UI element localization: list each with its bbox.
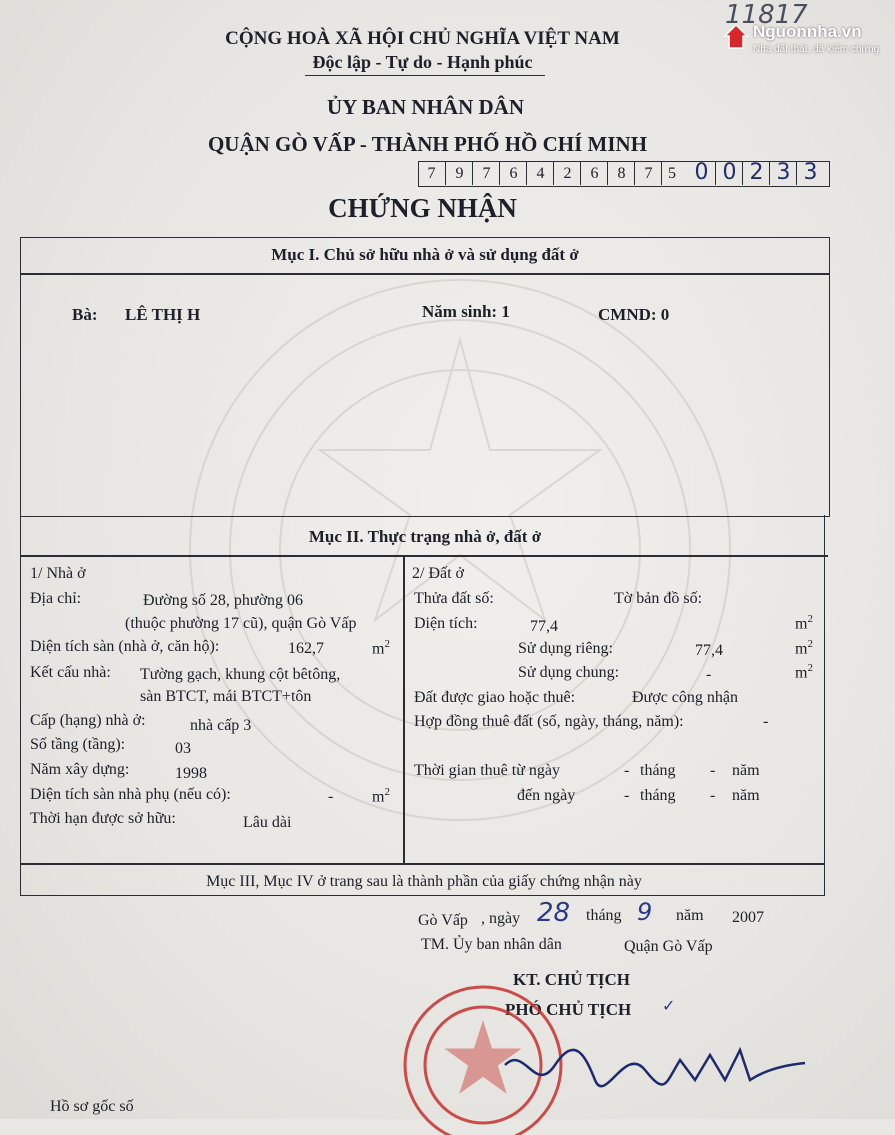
sign-year-label: năm [676, 907, 704, 924]
land-private-unit: $m^2$ [795, 638, 813, 658]
house-term-label: Thời hạn được sở hữu: [30, 810, 176, 827]
serial-digit-handwritten: 3 [796, 161, 824, 185]
house-year-label: Năm xây dựng: [30, 761, 130, 778]
house-floors-value: 03 [175, 740, 191, 757]
watermark-site-name: Nguonnha.vn [753, 22, 862, 41]
serial-digit: 7 [472, 161, 500, 185]
section2-bottom-divider [20, 863, 825, 865]
sign-on-behalf: TM. Ủy ban nhân dân [421, 936, 562, 953]
watermark-tagline: Nhà đất thật, đã kiểm chứng [753, 44, 880, 55]
land-private-value: 77,4 [695, 642, 723, 659]
land-shared-unit: $m^2$ [795, 662, 813, 682]
sign-year-value: 2007 [732, 909, 764, 926]
serial-digit: 7 [634, 161, 662, 185]
land-lease-to-label: đến ngày [517, 787, 576, 804]
house-address-line1: Đường số 28, phường 06 [143, 592, 304, 609]
section1-divider [20, 273, 830, 275]
land-allocation-value: Được công nhận [632, 689, 738, 706]
sign-title-vice-chairman: PHÓ CHỦ TỊCH [505, 1000, 632, 1019]
footer-note: Mục III, Mục IV ở trang sau là thành phần của giấy chứng nhận này [206, 873, 642, 890]
house-floors-label: Số tầng (tầng): [30, 736, 126, 753]
owner-birth-year: Năm sinh: 1 [422, 302, 510, 321]
house-aux-area-unit: $m^2$ [372, 786, 390, 806]
initial-mark: ✓ [662, 996, 676, 1015]
house-grade-value: nhà cấp 3 [190, 717, 252, 734]
country-name: CỘNG HOÀ XÃ HỘI CHỦ NGHĨA VIỆT NAM [225, 28, 620, 49]
original-file-number-label: Hồ sơ gốc số [50, 1098, 134, 1115]
section1-box [20, 237, 830, 517]
land-lease-from-day: - [624, 762, 630, 779]
house-title: 1/ Nhà ở [30, 565, 86, 582]
serial-digit: 5 [661, 161, 688, 185]
land-lease-from-month-label: tháng [640, 762, 676, 779]
land-map-label: Tờ bản đồ số: [614, 590, 703, 607]
owner-id-number: CMND: 0 [598, 305, 670, 324]
land-lease-to-month: - [710, 787, 716, 804]
house-year-value: 1998 [175, 765, 207, 782]
sign-month-value: 9 [637, 898, 653, 926]
house-structure-line1: Tường gạch, khung cột bêtông, [140, 666, 341, 683]
certificate-title: CHỨNG NHẬN [328, 193, 517, 223]
sign-place: Gò Vấp [418, 912, 468, 929]
sign-day-value: 28 [537, 898, 571, 928]
house-address-line2: (thuộc phường 17 cũ), quận Gò Vấp [125, 615, 357, 632]
serial-digit: 6 [499, 161, 527, 185]
owner-name: LÊ THỊ H [125, 305, 201, 324]
motto-underline [305, 75, 545, 76]
land-title: 2/ Đất ở [412, 565, 465, 582]
house-grade-label: Cấp (hạng) nhà ở: [30, 712, 146, 729]
handwritten-signature [495, 1025, 815, 1105]
section1-heading: Mục I. Chủ sở hữu nhà ở và sử dụng đất ở [271, 245, 579, 264]
house-floor-area-unit: $m^2$ [372, 638, 390, 658]
house-aux-area-label: Diện tích sàn nhà phụ (nếu có): [30, 786, 231, 803]
serial-digit: 9 [445, 161, 473, 185]
land-area-value: 77,4 [530, 618, 558, 635]
land-lease-value: - [763, 713, 769, 730]
land-plot-label: Thửa đất số: [414, 590, 494, 607]
house-structure-label: Kết cấu nhà: [30, 664, 111, 681]
sign-on-behalf-district: Quận Gò Vấp [624, 938, 713, 955]
house-address-label: Địa chỉ: [30, 590, 82, 607]
land-lease-to-day: - [624, 787, 630, 804]
serial-digit: 8 [607, 161, 635, 185]
serial-digit: 6 [580, 161, 608, 185]
section2-column-divider [403, 555, 405, 863]
sign-month-label: tháng [586, 907, 622, 924]
serial-digit-handwritten: 2 [742, 161, 770, 185]
house-term-value: Lâu dài [243, 814, 292, 831]
land-area-label: Diện tích: [414, 615, 478, 632]
land-lease-from-label: Thời gian thuê từ ngày [414, 762, 560, 779]
sign-day-label: , ngày [481, 910, 521, 927]
house-floor-area-label: Diện tích sàn (nhà ở, căn hộ): [30, 638, 220, 655]
sign-title-chairman: KT. CHỦ TỊCH [513, 970, 630, 989]
serial-digit-handwritten: 0 [694, 160, 709, 185]
section2-divider [20, 555, 828, 557]
land-lease-from-month: - [710, 762, 716, 779]
land-shared-label: Sử dụng chung: [518, 664, 620, 681]
land-lease-to-year-label: năm [732, 787, 760, 804]
land-area-unit: $m^2$ [795, 613, 813, 633]
serial-digit: 4 [526, 161, 554, 185]
land-private-label: Sử dụng riêng: [518, 640, 613, 657]
land-shared-value: - [706, 666, 712, 683]
house-aux-area-value: - [328, 788, 334, 805]
serial-digit: 2 [553, 161, 581, 185]
serial-digit: 7 [427, 165, 436, 182]
house-structure-line2: sàn BTCT, mái BTCT+tôn [140, 688, 312, 705]
serial-digit-handwritten: 3 [769, 161, 797, 185]
issuing-district: QUẬN GÒ VẤP - THÀNH PHỐ HỒ CHÍ MINH [207, 132, 648, 156]
land-lease-to-month-label: tháng [640, 787, 676, 804]
national-motto: Độc lập - Tự do - Hạnh phúc [312, 52, 533, 72]
land-lease-label: Hợp đồng thuê đất (số, ngày, tháng, năm): [414, 713, 684, 730]
land-lease-from-year-label: năm [732, 762, 760, 779]
land-allocation-label: Đất được giao hoặc thuê: [414, 689, 576, 706]
issuing-authority: ỦY BAN NHÂN DÂN [327, 95, 524, 119]
serial-digit-handwritten: 0 [715, 161, 743, 185]
house-floor-area-value: 162,7 [288, 640, 324, 657]
owner-label: Bà: [72, 305, 98, 324]
corner-handwritten-number: 11817 [725, 0, 808, 30]
section2-heading: Mục II. Thực trạng nhà ở, đất ở [308, 527, 542, 546]
